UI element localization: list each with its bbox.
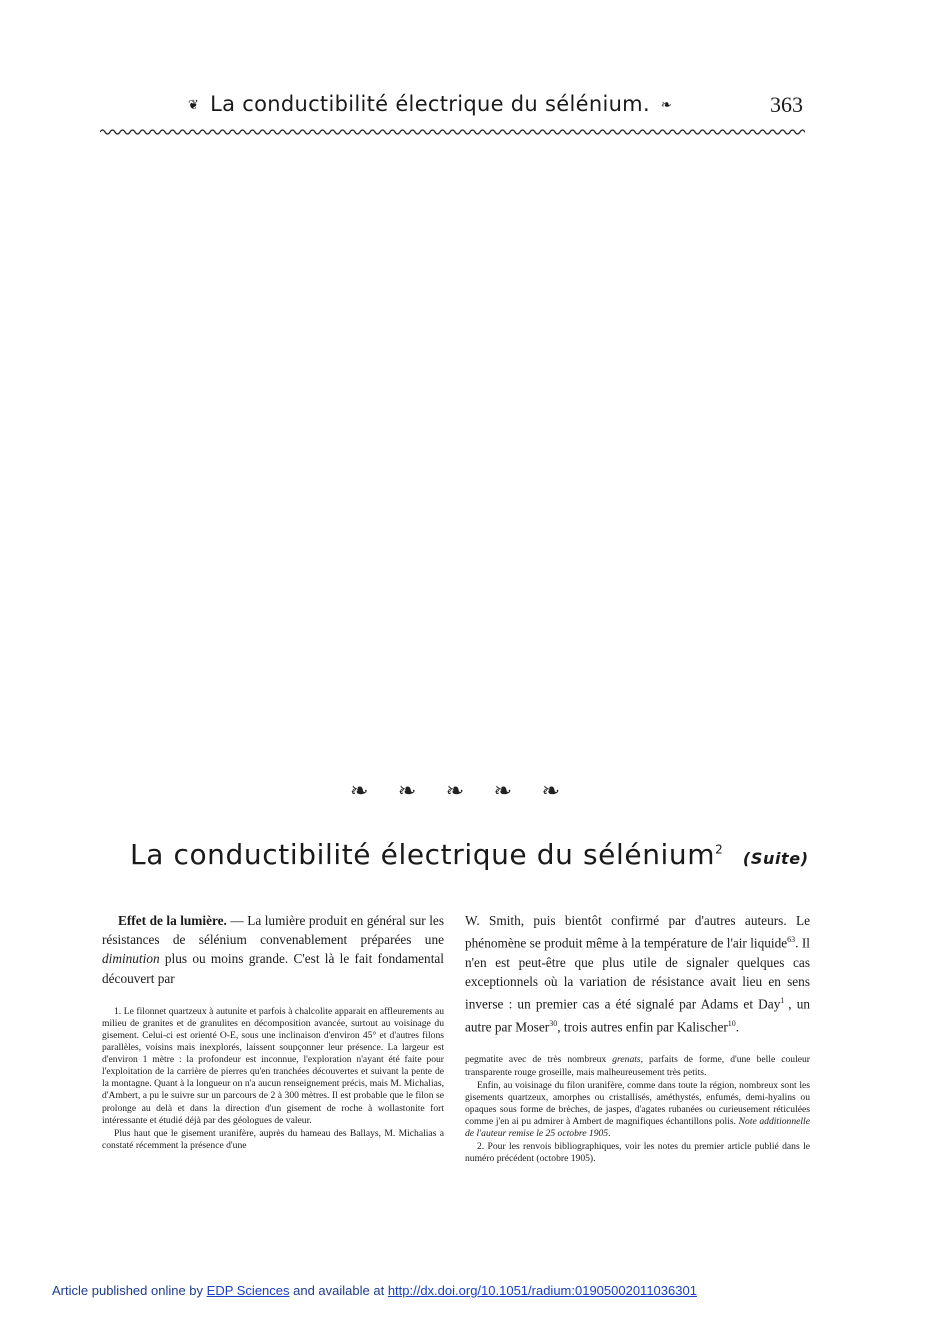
- footnote-emphasis: grenats: [612, 1054, 641, 1066]
- reference-marker: 1: [780, 996, 789, 1006]
- doi-link[interactable]: http://dx.doi.org/10.1051/radium:01905002011036301: [387, 1283, 697, 1298]
- footnote-emphasis: Note additionnelle de l'auteur remise le 25 octobre 1905: [465, 1115, 810, 1140]
- footer-middle: and available at: [289, 1283, 388, 1298]
- footnote-text: .: [608, 1128, 611, 1140]
- body-text-span: W. Smith, puis bientôt confirmé par d'autres auteurs. Le phénomène se produit même à la température de l'air liquide: [465, 913, 810, 951]
- footnote-1-continued-right: [465, 1054, 810, 1078]
- fleuron-icon: ❧: [493, 778, 513, 803]
- body-text-span: , trois autres enfin par Kalischer: [557, 1019, 728, 1035]
- body-text-span: plus ou moins grande. C'est là le fait fondamental découvert par: [102, 951, 444, 986]
- article-title-text: La conductibilité électrique du sélénium: [130, 838, 716, 871]
- reference-marker: 63: [787, 935, 796, 945]
- running-title: La conductibilité électrique du sélénium.: [210, 92, 650, 116]
- fleuron-icon: ❧: [445, 778, 465, 803]
- fleuron-icon: ❧: [350, 778, 369, 803]
- body-paragraph: [465, 911, 810, 1036]
- fleuron-icon: ❧: [397, 778, 417, 803]
- running-title-line: [100, 92, 760, 116]
- ornament-left-icon: ❦: [187, 97, 200, 113]
- footnote-text: , parfaits de forme, d'une belle couleur transparente rouge groseille, mais malheureusement très petits.: [465, 1054, 810, 1078]
- fleuron-icon: ❧: [541, 778, 560, 803]
- article-title: [130, 838, 810, 871]
- body-text-span: — La lumière produit en général sur les résistances de sélénium convenablement préparées une: [102, 913, 444, 948]
- wavy-rule-divider: [100, 126, 805, 138]
- footnote-text: Enfin, au voisinage du filon uranifère, comme dans toute la région, nombreux sont les gisements quartzeux, amorphes ou cristallisés, améthystés, enfumés, demi-hyalins ou opaques sous forme de brèches, de jaspes, d'agates rubanées ou curieusement réticulées comme j'en ai pu admirer à Ambert de magnifiques échantillons polis.: [465, 1079, 810, 1127]
- footnote-2: 2. Pour les renvois bibliographiques, voir les notes du premier article publié dans le numéro précédent (octobre 1905).: [465, 1141, 810, 1165]
- footnote-1: 1. Le filonnet quartzeux à autunite et parfois à chalcolite apparait en affleurements au milieu de granites et de granulites en décomposition avancée, surtout au voisinage du gisement. Celui-ci est orienté O-E, sous une inclinaison d'environ 45° et d'autres filons parallèles, voisins mais inexplorés, laissent soupçonner leur présence. La largeur est d'environ 1 mètre : la profondeur est inconnue, l'exploration n'ayant été faite pour l'exploitation de la carrière de pierres qu'en tranchées découvertes et suivant la pente de la montagne. Quant à la longueur on n'a aucun renseignement précis, mais M. Michalias, d'Ambert, a pu le suivre sur un parcours de 2 à 300 mètres. Il est probable que le filon se prolonge au delà et dans la direction d'un gisement de roche à wollastonite fort intéressante et étudié déjà par des géologues de valeur.: [102, 1005, 444, 1126]
- right-column: [465, 911, 810, 1165]
- footer-prefix: Article published online by: [52, 1283, 207, 1298]
- reference-marker: 10: [727, 1018, 736, 1028]
- body-text-span: . Il n'en est peut-être que plus utile de signaler quelques cas exceptionnels où la variation de résistance avait lieu en sens inverse : un premier cas a été signalé par Adams et Day: [465, 935, 810, 1012]
- article-title-suffix: (Suite): [742, 849, 809, 868]
- page-number: 363: [770, 92, 803, 117]
- footnote-1-continued: Plus haut que le gisement uranifère, auprès du hameau des Ballays, M. Michalias a constaté récemment la présence d'une: [102, 1127, 444, 1151]
- ornament-right-icon: ❧: [660, 97, 673, 113]
- fleuron-separator: [350, 778, 560, 804]
- section-lead: Effet de la lumière.: [118, 913, 227, 928]
- body-text-span: .: [735, 1019, 740, 1035]
- body-paragraph: [102, 911, 444, 988]
- reference-marker: 30: [549, 1018, 558, 1028]
- body-emphasis: diminution: [102, 951, 160, 967]
- body-text-span: , un autre par Moser: [465, 996, 810, 1035]
- footnote-text: pegmatite avec de très nombreux: [465, 1054, 613, 1066]
- title-note-marker: 2: [715, 842, 724, 857]
- publication-footer: [52, 1283, 697, 1298]
- publisher-link[interactable]: EDP Sciences: [206, 1283, 290, 1298]
- footnote-1-additional-note: [465, 1080, 810, 1140]
- left-column: [102, 911, 444, 1152]
- running-head: [100, 92, 805, 122]
